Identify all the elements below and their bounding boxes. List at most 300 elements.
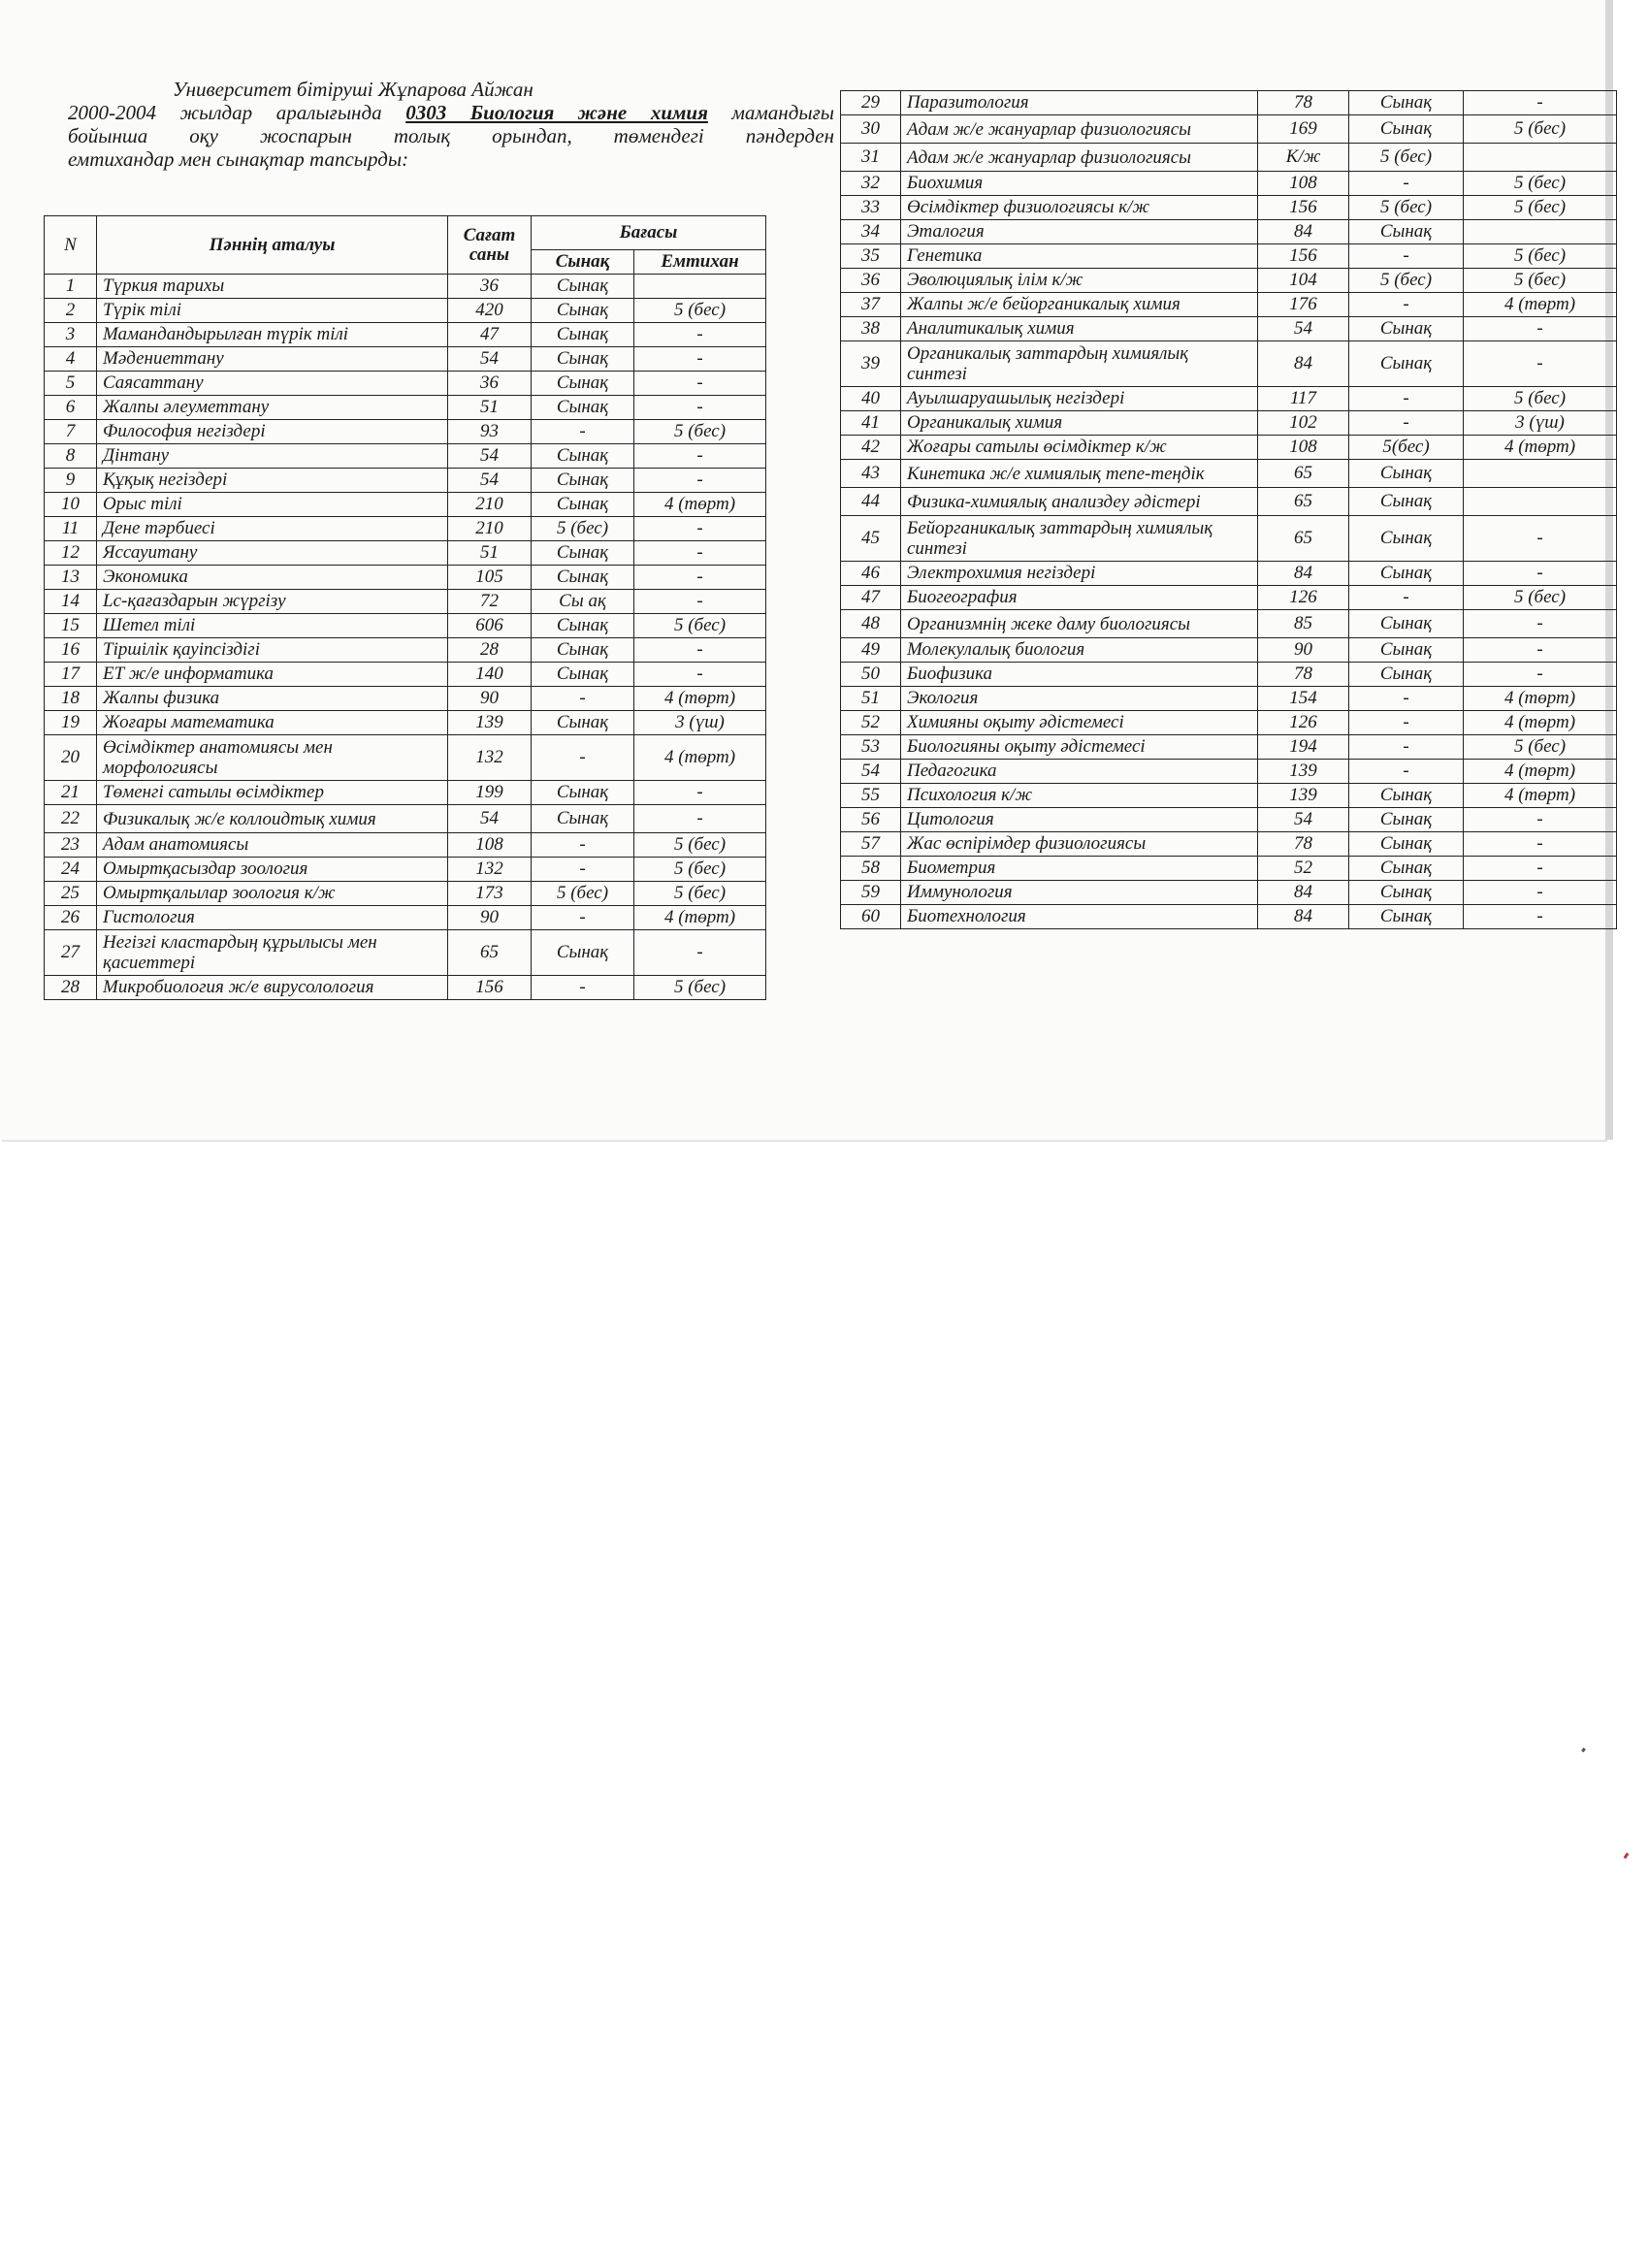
table-row	[841, 220, 1617, 244]
row-number: 48	[841, 610, 901, 638]
exam-value: -	[1464, 857, 1617, 881]
table-row	[841, 436, 1617, 460]
row-number: 23	[45, 833, 97, 858]
credit-value: Сынақ	[1349, 638, 1464, 663]
exam-value: 5 (бес)	[634, 833, 766, 858]
subject-name: Психология к/ж	[901, 784, 1258, 808]
exam-value: 4 (төрт)	[634, 493, 766, 517]
subject-name: Яссауитану	[97, 541, 448, 566]
row-number: 39	[841, 341, 901, 387]
row-number: 46	[841, 562, 901, 586]
right-table-body	[841, 91, 1617, 929]
table-row	[841, 269, 1617, 293]
credit-value: Сынақ	[1349, 610, 1464, 638]
exam-value: -	[1464, 562, 1617, 586]
subject-name: Биогеография	[901, 586, 1258, 610]
credit-value: -	[1349, 687, 1464, 711]
table-row	[841, 460, 1617, 488]
row-number: 34	[841, 220, 901, 244]
credit-value: Сынақ	[1349, 663, 1464, 687]
exam-value: -	[1464, 317, 1617, 341]
row-number: 28	[45, 976, 97, 1000]
subject-name: Генетика	[901, 244, 1258, 269]
credit-value: Сынақ	[1349, 808, 1464, 832]
row-number: 17	[45, 663, 97, 687]
row-number: 36	[841, 269, 901, 293]
hours-value: 65	[1258, 516, 1349, 562]
subject-name: Химияны оқыту әдістемесі	[901, 711, 1258, 735]
row-number: 35	[841, 244, 901, 269]
hours-value: 126	[1258, 586, 1349, 610]
col-header-credit: Сынақ	[532, 250, 634, 275]
exam-value: 5 (бес)	[1464, 387, 1617, 411]
row-number: 27	[45, 930, 97, 976]
subject-name: Цитология	[901, 808, 1258, 832]
subject-name: Адам ж/е жануарлар физиологиясы	[901, 144, 1258, 172]
credit-value: -	[532, 420, 634, 444]
exam-value: 4 (төрт)	[1464, 436, 1617, 460]
row-number: 1	[45, 275, 97, 299]
subject-name: Аналитикалық химия	[901, 317, 1258, 341]
row-number: 55	[841, 784, 901, 808]
table-row	[841, 115, 1617, 144]
hours-value: 54	[448, 444, 532, 469]
row-number: 4	[45, 347, 97, 372]
exam-value	[1464, 460, 1617, 488]
exam-value: 4 (төрт)	[634, 735, 766, 781]
hours-value: 51	[448, 541, 532, 566]
subject-name: Түркия тарихы	[97, 275, 448, 299]
exam-value: -	[1464, 832, 1617, 857]
row-number: 57	[841, 832, 901, 857]
table-row	[841, 317, 1617, 341]
exam-value: 5 (бес)	[1464, 172, 1617, 196]
ink-speck	[1581, 1748, 1586, 1753]
table-row	[841, 687, 1617, 711]
row-number: 8	[45, 444, 97, 469]
exam-value: -	[1464, 905, 1617, 929]
hours-value: 93	[448, 420, 532, 444]
credit-value: 5 (бес)	[532, 517, 634, 541]
credit-value: -	[532, 976, 634, 1000]
hours-value: 54	[1258, 317, 1349, 341]
hours-value: 78	[1258, 91, 1349, 115]
row-number: 22	[45, 805, 97, 833]
hours-value: 156	[448, 976, 532, 1000]
hours-value: 47	[448, 323, 532, 347]
credit-value: Сынақ	[532, 444, 634, 469]
subject-name: Биохимия	[901, 172, 1258, 196]
credit-value: Сынақ	[1349, 488, 1464, 516]
row-number: 5	[45, 372, 97, 396]
credit-value: -	[532, 858, 634, 882]
exam-value: -	[634, 541, 766, 566]
exam-value: 4 (төрт)	[1464, 760, 1617, 784]
table-row	[841, 516, 1617, 562]
subject-name: Эталогия	[901, 220, 1258, 244]
subject-name: Омыртқалылар зоология к/ж	[97, 882, 448, 906]
hours-value: 173	[448, 882, 532, 906]
row-number: 54	[841, 760, 901, 784]
subject-name: Кинетика ж/е химиялық тепе-теңдік	[901, 460, 1258, 488]
hours-value: 194	[1258, 735, 1349, 760]
credit-value: Сынақ	[532, 299, 634, 323]
subject-name: Организмнің жеке даму биологиясы	[901, 610, 1258, 638]
hours-value: 72	[448, 590, 532, 614]
exam-value: -	[1464, 881, 1617, 905]
row-number: 2	[45, 299, 97, 323]
credit-value: -	[532, 833, 634, 858]
row-number: 15	[45, 614, 97, 638]
credit-value: 5 (бес)	[1349, 144, 1464, 172]
hours-value: 156	[1258, 196, 1349, 220]
hours-value: 36	[448, 372, 532, 396]
row-number: 60	[841, 905, 901, 929]
credit-value: -	[1349, 586, 1464, 610]
hours-value: 65	[1258, 460, 1349, 488]
credit-value: Сынақ	[1349, 516, 1464, 562]
table-row	[841, 91, 1617, 115]
credit-value: Сынақ	[532, 396, 634, 420]
exam-value: -	[1464, 638, 1617, 663]
credit-value: Сынақ	[532, 930, 634, 976]
col-header-exam: Емтихан	[634, 250, 766, 275]
subject-name: Философия негіздері	[97, 420, 448, 444]
table-row	[841, 760, 1617, 784]
subject-name: Мәдениеттану	[97, 347, 448, 372]
subject-name: Өсімдіктер физиологиясы к/ж	[901, 196, 1258, 220]
table-row	[841, 905, 1617, 929]
table-row	[841, 244, 1617, 269]
row-number: 52	[841, 711, 901, 735]
subject-name: Өсімдіктер анатомиясы мен морфологиясы	[97, 735, 448, 781]
hours-value: 169	[1258, 115, 1349, 144]
subject-name: Биотехнология	[901, 905, 1258, 929]
hours-value: 156	[1258, 244, 1349, 269]
exam-value: 5 (бес)	[634, 858, 766, 882]
credit-value: 5 (бес)	[1349, 269, 1464, 293]
subject-name: Биологияны оқыту әдістемесі	[901, 735, 1258, 760]
hours-value: 108	[448, 833, 532, 858]
hours-value: 54	[448, 805, 532, 833]
subject-name: Ауылшаруашылық негіздері	[901, 387, 1258, 411]
row-number: 29	[841, 91, 901, 115]
exam-value: -	[634, 781, 766, 805]
exam-value: -	[634, 396, 766, 420]
exam-value: 4 (төрт)	[1464, 711, 1617, 735]
subject-name: Биофизика	[901, 663, 1258, 687]
subject-name: Экономика	[97, 566, 448, 590]
hours-value: 85	[1258, 610, 1349, 638]
ink-speck	[1624, 1853, 1630, 1860]
credit-value: Сынақ	[1349, 220, 1464, 244]
hours-value: 104	[1258, 269, 1349, 293]
row-number: 10	[45, 493, 97, 517]
exam-value: -	[1464, 516, 1617, 562]
row-number: 59	[841, 881, 901, 905]
subject-name: Электрохимия негіздері	[901, 562, 1258, 586]
exam-value: -	[634, 930, 766, 976]
exam-value: -	[1464, 91, 1617, 115]
table-row	[841, 711, 1617, 735]
hours-value: 139	[448, 711, 532, 735]
hours-value: 606	[448, 614, 532, 638]
credit-value: -	[1349, 711, 1464, 735]
row-number: 6	[45, 396, 97, 420]
subject-name: Жалпы физика	[97, 687, 448, 711]
hours-value: 90	[1258, 638, 1349, 663]
row-number: 49	[841, 638, 901, 663]
credit-value: 5 (бес)	[1349, 196, 1464, 220]
credit-value: Сынақ	[532, 323, 634, 347]
row-number: 21	[45, 781, 97, 805]
table-row	[841, 387, 1617, 411]
hours-value: 84	[1258, 341, 1349, 387]
credit-value: -	[532, 735, 634, 781]
credit-value: -	[532, 906, 634, 930]
row-number: 11	[45, 517, 97, 541]
row-number: 24	[45, 858, 97, 882]
statement-line: бойынша оқу жоспарын толық орындап, төмендегі пәндерден	[68, 124, 834, 147]
exam-value: -	[1464, 663, 1617, 687]
exam-value: -	[1464, 341, 1617, 387]
row-number: 19	[45, 711, 97, 735]
col-header-subject: Пәннің аталуы	[97, 216, 448, 275]
hours-value: 139	[1258, 784, 1349, 808]
table-row	[841, 663, 1617, 687]
row-number: 7	[45, 420, 97, 444]
subject-name: Гистология	[97, 906, 448, 930]
credit-value: -	[1349, 735, 1464, 760]
subject-name: Физика-химиялық анализдеу әдістері	[901, 488, 1258, 516]
credit-value: Сынақ	[1349, 341, 1464, 387]
hours-value: 210	[448, 517, 532, 541]
hours-value: 54	[448, 469, 532, 493]
hours-value: 28	[448, 638, 532, 663]
row-number: 51	[841, 687, 901, 711]
exam-value: 5 (бес)	[1464, 115, 1617, 144]
subject-name: Жас өспірімдер физиологиясы	[901, 832, 1258, 857]
exam-value: -	[634, 805, 766, 833]
credit-value: Сынақ	[1349, 881, 1464, 905]
subject-name: Адам анатомиясы	[97, 833, 448, 858]
subject-name: Биометрия	[901, 857, 1258, 881]
table-row	[841, 488, 1617, 516]
hours-value: 102	[1258, 411, 1349, 436]
row-number: 47	[841, 586, 901, 610]
hours-value: 84	[1258, 220, 1349, 244]
subject-name: Педагогика	[901, 760, 1258, 784]
exam-value: 4 (төрт)	[1464, 293, 1617, 317]
exam-value: -	[634, 444, 766, 469]
exam-value: -	[634, 517, 766, 541]
row-number: 13	[45, 566, 97, 590]
subject-name: Төменгі сатылы өсімдіктер	[97, 781, 448, 805]
subject-name: Мамандандырылған түрік тілі	[97, 323, 448, 347]
credit-value: -	[1349, 172, 1464, 196]
subject-name: Дене тәрбиесі	[97, 517, 448, 541]
exam-value: -	[634, 590, 766, 614]
subject-name: Бейорганикалық заттардың химиялық синтезі	[901, 516, 1258, 562]
credit-value: Сынақ	[532, 781, 634, 805]
exam-value: 5 (бес)	[634, 614, 766, 638]
credit-value: Сынақ	[532, 469, 634, 493]
exam-value: 3 (үш)	[634, 711, 766, 735]
hours-value: 139	[1258, 760, 1349, 784]
subject-name: Физикалық ж/е коллоидтық химия	[97, 805, 448, 833]
subject-name: Түрік тілі	[97, 299, 448, 323]
specialty-post: мамандығы	[707, 101, 834, 124]
subject-name: Органикалық заттардың химиялық синтезі	[901, 341, 1258, 387]
table-row	[841, 610, 1617, 638]
credit-value: Сынақ	[1349, 317, 1464, 341]
hours-value: 84	[1258, 905, 1349, 929]
credit-value: Сынақ	[532, 566, 634, 590]
exam-value: 3 (үш)	[1464, 411, 1617, 436]
row-number: 43	[841, 460, 901, 488]
credit-value: Сынақ	[532, 493, 634, 517]
col-header-n: N	[45, 216, 97, 275]
credit-value: -	[532, 687, 634, 711]
table-row	[841, 411, 1617, 436]
subject-name: Жоғары сатылы өсімдіктер к/ж	[901, 436, 1258, 460]
credit-value: Сынақ	[1349, 115, 1464, 144]
table-row	[841, 735, 1617, 760]
table-row	[841, 196, 1617, 220]
subject-name: Жалпы ж/е бейорганикалық химия	[901, 293, 1258, 317]
row-number: 9	[45, 469, 97, 493]
row-number: 3	[45, 323, 97, 347]
subject-name: Эволюциялық ілім к/ж	[901, 269, 1258, 293]
subject-name: Тіршілік қауіпсіздігі	[97, 638, 448, 663]
subject-name: Дінтану	[97, 444, 448, 469]
exam-value: 5 (бес)	[634, 420, 766, 444]
credit-value: Сынақ	[1349, 905, 1464, 929]
row-number: 56	[841, 808, 901, 832]
hours-value: 126	[1258, 711, 1349, 735]
exam-value: 5 (бес)	[1464, 586, 1617, 610]
hours-value: 132	[448, 858, 532, 882]
subject-name: Адам ж/е жануарлар физиологиясы	[901, 115, 1258, 144]
credit-value: Сынақ	[532, 347, 634, 372]
subject-name: Орыс тілі	[97, 493, 448, 517]
row-number: 30	[841, 115, 901, 144]
row-number: 33	[841, 196, 901, 220]
credit-value: Сынақ	[532, 805, 634, 833]
exam-value: 5 (бес)	[1464, 196, 1617, 220]
statement-line-end: емтихандар мен сынақтар тапсырды:	[68, 147, 409, 171]
hours-value: 51	[448, 396, 532, 420]
credit-value: Сынақ	[1349, 832, 1464, 857]
subject-name: Иммунология	[901, 881, 1258, 905]
exam-value: 5 (бес)	[1464, 735, 1617, 760]
subject-name: Құқық негіздері	[97, 469, 448, 493]
credit-value: Сынақ	[532, 275, 634, 299]
row-number: 26	[45, 906, 97, 930]
hours-value: 108	[1258, 436, 1349, 460]
exam-value	[1464, 488, 1617, 516]
credit-value: -	[1349, 244, 1464, 269]
subject-name: Экология	[901, 687, 1258, 711]
credit-value: Сы ақ	[532, 590, 634, 614]
row-number: 25	[45, 882, 97, 906]
row-number: 42	[841, 436, 901, 460]
hours-value: К/ж	[1258, 144, 1349, 172]
hours-value: 176	[1258, 293, 1349, 317]
hours-value: 154	[1258, 687, 1349, 711]
exam-value: 5 (бес)	[1464, 269, 1617, 293]
subject-name: Шетел тілі	[97, 614, 448, 638]
table-row	[841, 341, 1617, 387]
hours-value: 54	[1258, 808, 1349, 832]
exam-value: 5 (бес)	[634, 882, 766, 906]
row-number: 20	[45, 735, 97, 781]
table-row	[841, 562, 1617, 586]
table-row	[841, 586, 1617, 610]
exam-value: 4 (төрт)	[634, 906, 766, 930]
credit-value: Сынақ	[1349, 562, 1464, 586]
graduate-line: Университет бітіруші Жұпарова Айжан	[173, 78, 534, 101]
row-number: 14	[45, 590, 97, 614]
credit-value: -	[1349, 293, 1464, 317]
hours-value: 105	[448, 566, 532, 590]
hours-value: 132	[448, 735, 532, 781]
hours-value: 36	[448, 275, 532, 299]
hours-value: 90	[448, 906, 532, 930]
credit-value: Сынақ	[532, 541, 634, 566]
row-number: 38	[841, 317, 901, 341]
subject-name: Омыртқасыздар зоология	[97, 858, 448, 882]
row-number: 45	[841, 516, 901, 562]
credit-value: Сынақ	[1349, 91, 1464, 115]
credit-value: 5 (бес)	[532, 882, 634, 906]
table-row	[841, 172, 1617, 196]
exam-value: 5 (бес)	[634, 976, 766, 1000]
hours-value: 52	[1258, 857, 1349, 881]
credit-value: Сынақ	[1349, 857, 1464, 881]
hours-value: 199	[448, 781, 532, 805]
hours-value: 54	[448, 347, 532, 372]
exam-value: -	[1464, 808, 1617, 832]
credit-value: Сынақ	[532, 614, 634, 638]
credit-value: -	[1349, 387, 1464, 411]
grades-table-right	[840, 90, 1617, 929]
subject-name: Молекулалық биология	[901, 638, 1258, 663]
subject-name: Паразитология	[901, 91, 1258, 115]
subject-name: Саясаттану	[97, 372, 448, 396]
exam-value: 4 (төрт)	[634, 687, 766, 711]
row-number: 53	[841, 735, 901, 760]
hours-value: 210	[448, 493, 532, 517]
row-number: 32	[841, 172, 901, 196]
hours-value: 84	[1258, 562, 1349, 586]
table-row	[841, 784, 1617, 808]
subject-name: Жалпы әлеуметтану	[97, 396, 448, 420]
credit-value: -	[1349, 760, 1464, 784]
credit-value: Сынақ	[1349, 460, 1464, 488]
credit-value: Сынақ	[532, 638, 634, 663]
subject-name: Lс-қағаздарын жүргізу	[97, 590, 448, 614]
hours-value: 420	[448, 299, 532, 323]
subject-name: Негізгі кластардың құрылысы мен қасиеттері	[97, 930, 448, 976]
credit-value: Сынақ	[532, 372, 634, 396]
table-row	[841, 808, 1617, 832]
exam-value: -	[634, 663, 766, 687]
subject-name: Жоғары математика	[97, 711, 448, 735]
row-number: 37	[841, 293, 901, 317]
hours-value: 65	[448, 930, 532, 976]
exam-value: -	[634, 323, 766, 347]
